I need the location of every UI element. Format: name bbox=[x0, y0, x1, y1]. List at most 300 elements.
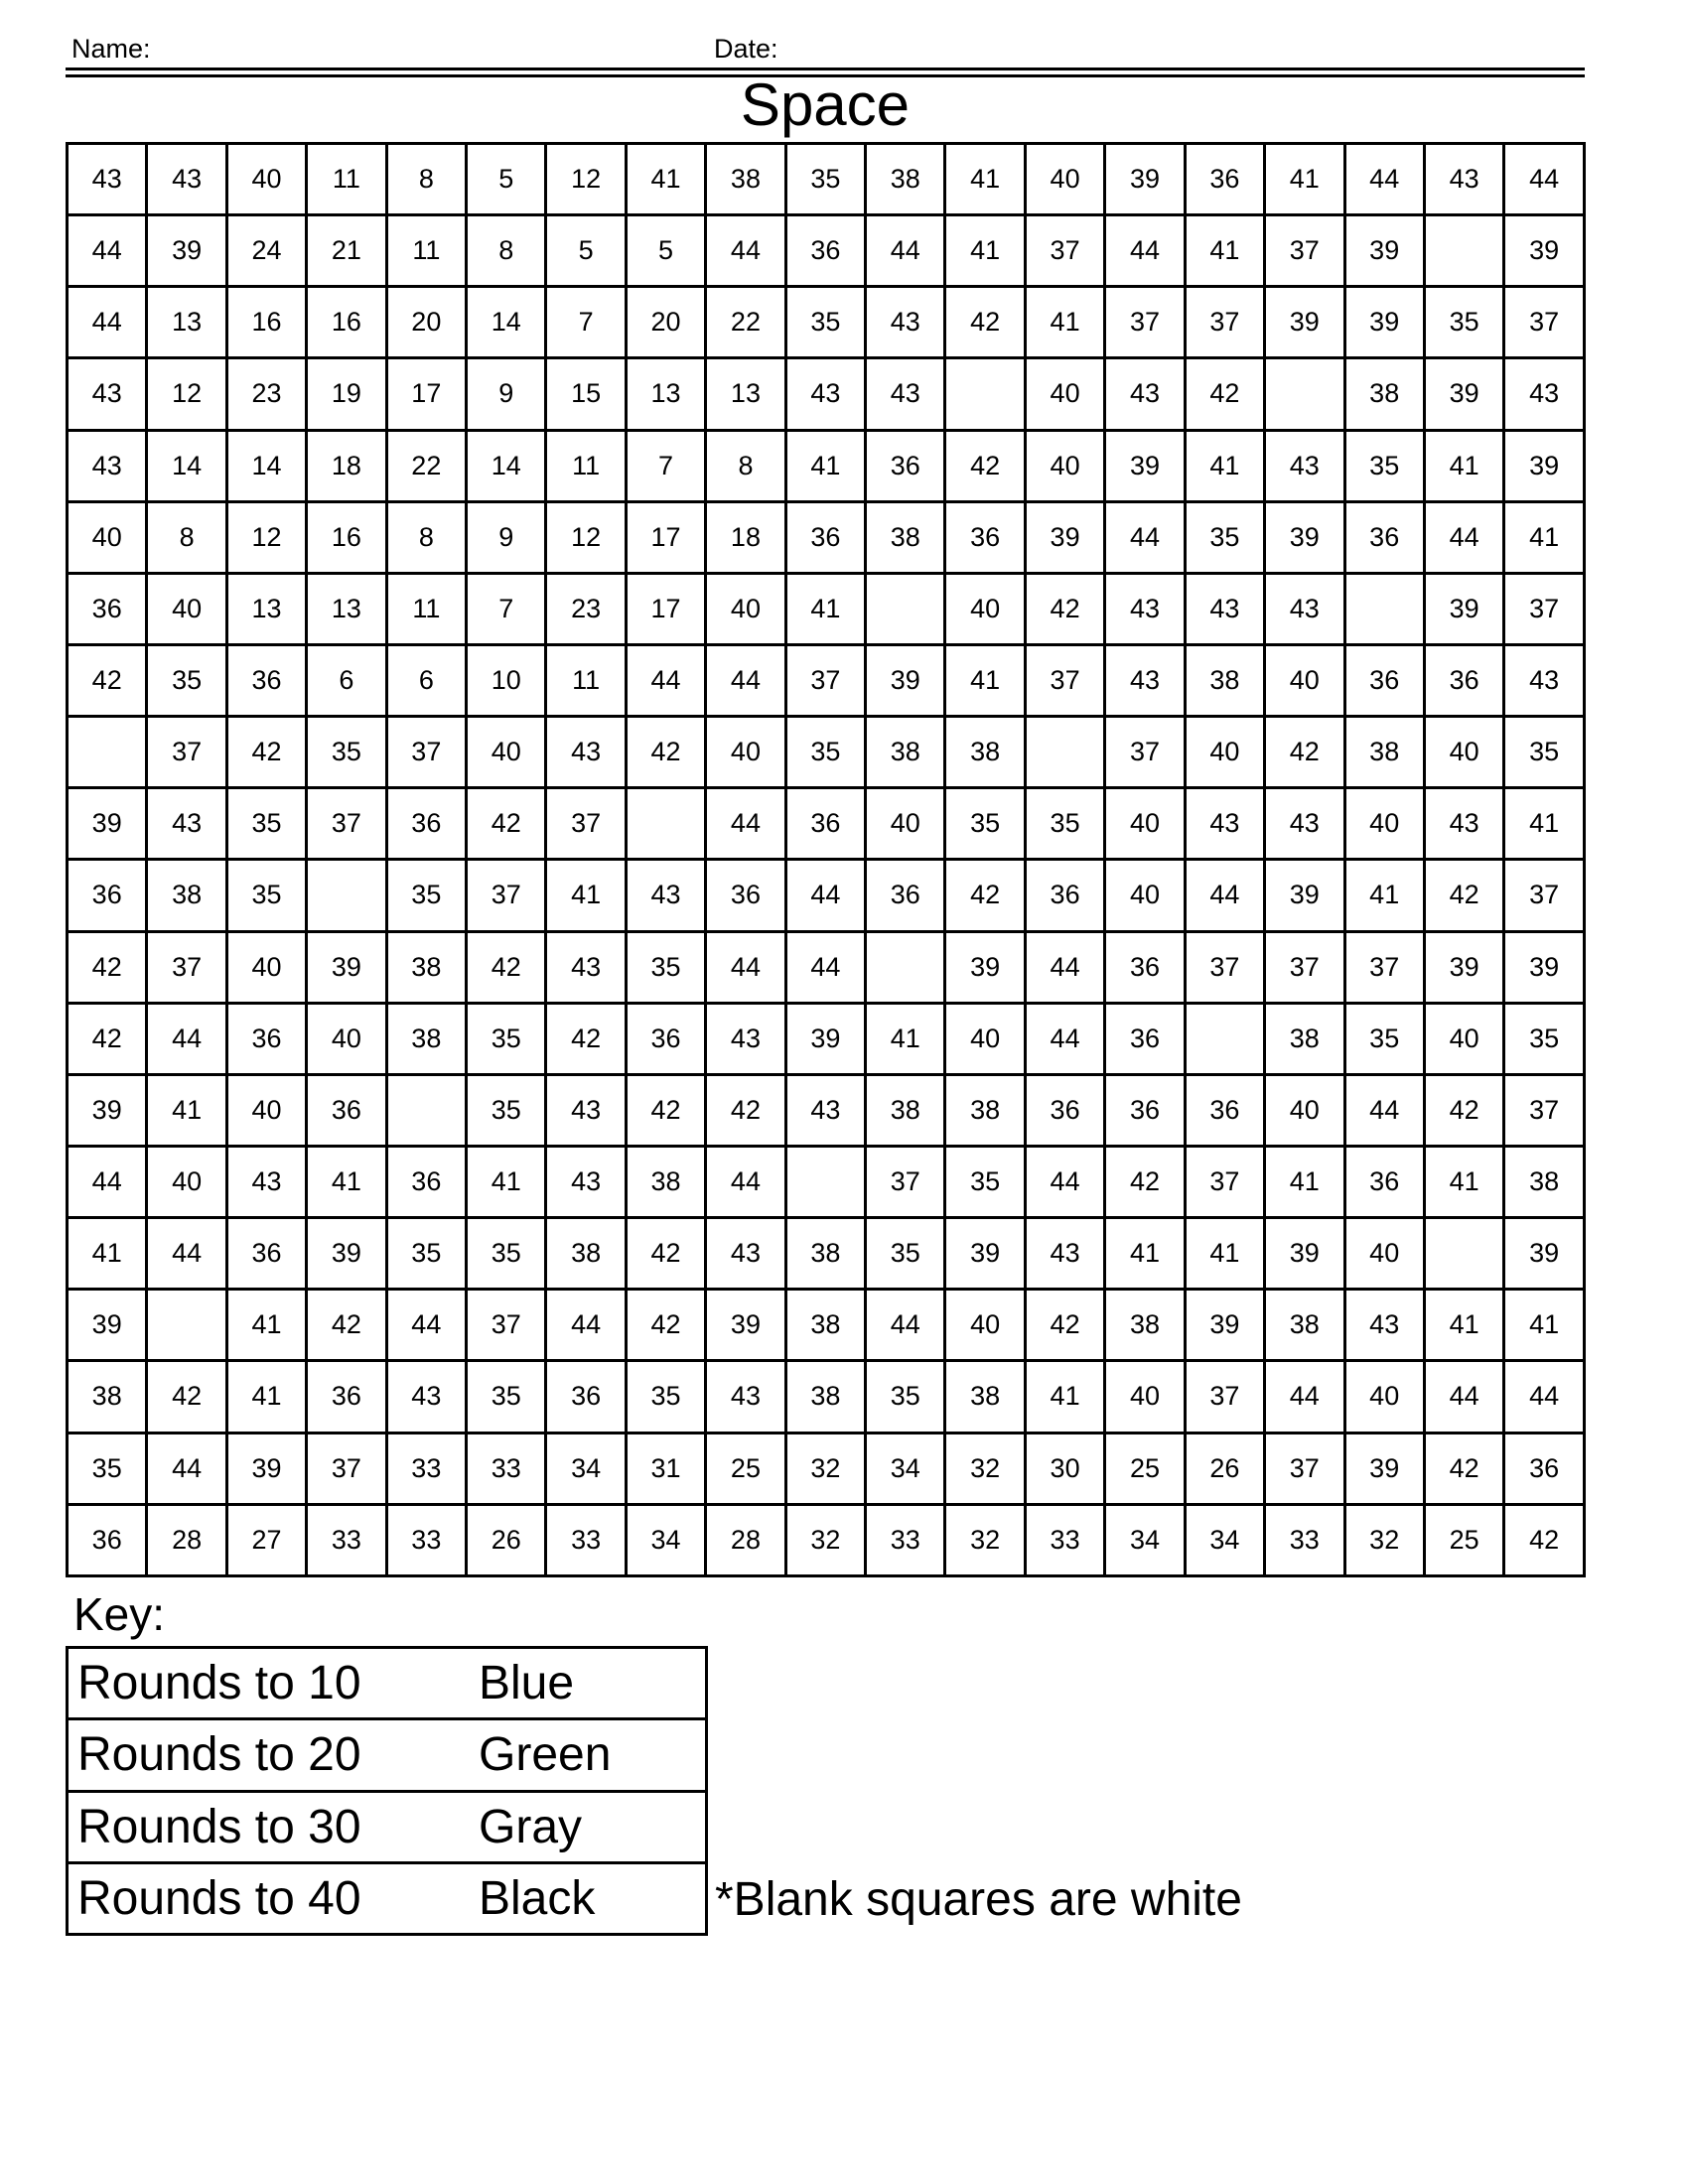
grid-cell: 42 bbox=[226, 717, 306, 788]
grid-row bbox=[68, 573, 1585, 644]
grid-cell: 41 bbox=[226, 1290, 306, 1361]
grid-cell: 17 bbox=[386, 358, 466, 430]
grid-cell: 42 bbox=[147, 1361, 226, 1433]
grid-cell: 44 bbox=[706, 215, 785, 287]
grid-cell: 34 bbox=[546, 1433, 626, 1504]
grid-cell: 36 bbox=[1185, 144, 1264, 215]
grid-cell: 38 bbox=[147, 860, 226, 931]
grid-cell: 39 bbox=[1265, 860, 1344, 931]
grid-cell: 36 bbox=[68, 1504, 147, 1575]
grid-cell: 42 bbox=[68, 644, 147, 716]
grid-cell: 39 bbox=[1344, 215, 1424, 287]
grid-cell: 43 bbox=[866, 287, 945, 358]
grid-cell: 38 bbox=[866, 1074, 945, 1146]
grid-cell: 36 bbox=[1344, 501, 1424, 573]
grid-cell: 40 bbox=[226, 931, 306, 1003]
grid-cell: 35 bbox=[1424, 287, 1503, 358]
grid-cell: 43 bbox=[546, 931, 626, 1003]
grid-cell: 41 bbox=[1344, 860, 1424, 931]
grid-cell bbox=[1424, 215, 1503, 287]
grid-row bbox=[68, 1146, 1585, 1217]
grid-cell: 39 bbox=[1185, 1290, 1264, 1361]
grid-cell: 40 bbox=[1424, 1003, 1503, 1074]
grid-cell: 8 bbox=[386, 144, 466, 215]
grid-cell: 41 bbox=[1185, 215, 1264, 287]
grid-cell: 35 bbox=[386, 1218, 466, 1290]
page-title: Space bbox=[740, 71, 911, 138]
grid-cell: 44 bbox=[386, 1290, 466, 1361]
grid-cell: 36 bbox=[546, 1361, 626, 1433]
grid-cell: 41 bbox=[546, 860, 626, 931]
grid-cell: 14 bbox=[147, 430, 226, 501]
grid-cell: 35 bbox=[1344, 1003, 1424, 1074]
grid-cell: 38 bbox=[1105, 1290, 1185, 1361]
grid-cell: 38 bbox=[386, 1003, 466, 1074]
grid-cell: 16 bbox=[226, 287, 306, 358]
grid-cell: 44 bbox=[1424, 1361, 1503, 1433]
grid-cell: 43 bbox=[1265, 573, 1344, 644]
key-rule: Rounds to 40 bbox=[68, 1862, 471, 1934]
grid-cell: 43 bbox=[68, 144, 147, 215]
grid-cell: 44 bbox=[706, 931, 785, 1003]
key-color: Green bbox=[470, 1719, 707, 1791]
grid-cell: 37 bbox=[1504, 573, 1585, 644]
grid-cell: 39 bbox=[1265, 1218, 1344, 1290]
grid-cell: 40 bbox=[147, 573, 226, 644]
grid-cell: 44 bbox=[68, 1146, 147, 1217]
grid-cell: 40 bbox=[1025, 144, 1104, 215]
grid-cell: 38 bbox=[945, 717, 1025, 788]
grid-cell: 32 bbox=[1344, 1504, 1424, 1575]
grid-row bbox=[68, 717, 1585, 788]
grid-cell: 38 bbox=[1344, 358, 1424, 430]
key-rule: Rounds to 30 bbox=[68, 1791, 471, 1862]
grid-cell: 39 bbox=[1265, 501, 1344, 573]
grid-cell bbox=[945, 358, 1025, 430]
grid-cell: 35 bbox=[785, 144, 865, 215]
grid-cell: 41 bbox=[945, 215, 1025, 287]
grid-cell: 40 bbox=[945, 573, 1025, 644]
key-rule: Rounds to 10 bbox=[68, 1648, 471, 1719]
grid-cell: 44 bbox=[68, 287, 147, 358]
grid-cell: 8 bbox=[386, 501, 466, 573]
grid-cell: 36 bbox=[1504, 1433, 1585, 1504]
grid-cell: 40 bbox=[1105, 788, 1185, 860]
grid-cell: 39 bbox=[1504, 215, 1585, 287]
grid-cell: 43 bbox=[785, 358, 865, 430]
grid-cell: 41 bbox=[1185, 430, 1264, 501]
grid-cell: 43 bbox=[226, 1146, 306, 1217]
grid-cell: 37 bbox=[1185, 287, 1264, 358]
grid-cell: 44 bbox=[1025, 1146, 1104, 1217]
grid-cell bbox=[386, 1074, 466, 1146]
grid-cell: 41 bbox=[1504, 501, 1585, 573]
name-label: Name: bbox=[71, 34, 151, 64]
grid-cell: 44 bbox=[546, 1290, 626, 1361]
grid-cell bbox=[1025, 717, 1104, 788]
grid-cell bbox=[147, 1290, 226, 1361]
grid-cell: 37 bbox=[546, 788, 626, 860]
grid-row bbox=[68, 430, 1585, 501]
grid-cell: 42 bbox=[945, 287, 1025, 358]
grid-row bbox=[68, 1290, 1585, 1361]
key-table bbox=[66, 1646, 708, 1936]
grid-cell: 36 bbox=[386, 1146, 466, 1217]
grid-cell: 43 bbox=[68, 430, 147, 501]
grid-cell: 44 bbox=[706, 788, 785, 860]
grid-row bbox=[68, 1074, 1585, 1146]
grid-cell: 43 bbox=[386, 1361, 466, 1433]
number-grid bbox=[66, 142, 1586, 1577]
grid-cell: 12 bbox=[147, 358, 226, 430]
grid-cell: 35 bbox=[626, 931, 705, 1003]
grid-cell bbox=[1265, 358, 1344, 430]
grid-cell: 36 bbox=[1344, 1146, 1424, 1217]
grid-cell: 41 bbox=[68, 1218, 147, 1290]
grid-cell: 36 bbox=[68, 860, 147, 931]
grid-cell: 42 bbox=[626, 1290, 705, 1361]
grid-cell: 41 bbox=[1504, 788, 1585, 860]
grid-cell: 41 bbox=[1025, 287, 1104, 358]
grid-cell: 23 bbox=[546, 573, 626, 644]
grid-cell: 16 bbox=[307, 501, 386, 573]
grid-cell: 41 bbox=[147, 1074, 226, 1146]
grid-cell: 39 bbox=[147, 215, 226, 287]
grid-cell: 44 bbox=[785, 860, 865, 931]
grid-row bbox=[68, 931, 1585, 1003]
grid-cell: 36 bbox=[1424, 644, 1503, 716]
key-color: Blue bbox=[470, 1648, 707, 1719]
grid-cell: 28 bbox=[706, 1504, 785, 1575]
grid-row bbox=[68, 215, 1585, 287]
grid-cell: 41 bbox=[1424, 430, 1503, 501]
grid-cell: 14 bbox=[467, 287, 546, 358]
grid-cell: 34 bbox=[866, 1433, 945, 1504]
grid-cell: 13 bbox=[226, 573, 306, 644]
grid-cell bbox=[866, 573, 945, 644]
grid-cell: 7 bbox=[546, 287, 626, 358]
grid-cell: 33 bbox=[386, 1433, 466, 1504]
grid-cell: 39 bbox=[1504, 931, 1585, 1003]
grid-cell: 9 bbox=[467, 358, 546, 430]
grid-cell: 43 bbox=[546, 1146, 626, 1217]
grid-cell: 39 bbox=[307, 1218, 386, 1290]
grid-cell: 42 bbox=[307, 1290, 386, 1361]
grid-cell: 13 bbox=[706, 358, 785, 430]
grid-cell: 13 bbox=[307, 573, 386, 644]
grid-cell: 41 bbox=[866, 1003, 945, 1074]
grid-cell: 44 bbox=[706, 1146, 785, 1217]
grid-cell: 42 bbox=[626, 1074, 705, 1146]
grid-cell: 36 bbox=[386, 788, 466, 860]
grid-cell: 41 bbox=[1424, 1290, 1503, 1361]
grid-cell: 43 bbox=[1504, 644, 1585, 716]
grid-cell: 39 bbox=[1504, 430, 1585, 501]
grid-cell: 42 bbox=[467, 788, 546, 860]
grid-cell: 39 bbox=[945, 931, 1025, 1003]
grid-cell: 37 bbox=[1025, 215, 1104, 287]
grid-cell: 40 bbox=[68, 501, 147, 573]
grid-cell: 11 bbox=[386, 573, 466, 644]
grid-cell: 35 bbox=[68, 1433, 147, 1504]
grid-cell: 41 bbox=[1265, 1146, 1344, 1217]
grid-cell: 43 bbox=[1265, 430, 1344, 501]
grid-cell: 40 bbox=[1344, 1361, 1424, 1433]
grid-cell: 35 bbox=[467, 1074, 546, 1146]
grid-row bbox=[68, 358, 1585, 430]
grid-cell: 35 bbox=[866, 1218, 945, 1290]
grid-cell: 33 bbox=[546, 1504, 626, 1575]
grid-cell: 44 bbox=[1344, 1074, 1424, 1146]
grid-cell: 34 bbox=[1185, 1504, 1264, 1575]
grid-cell: 43 bbox=[1105, 358, 1185, 430]
grid-cell: 44 bbox=[1265, 1361, 1344, 1433]
grid-cell: 41 bbox=[1504, 1290, 1585, 1361]
grid-cell: 43 bbox=[1424, 788, 1503, 860]
grid-cell: 42 bbox=[1424, 1074, 1503, 1146]
grid-cell: 44 bbox=[706, 644, 785, 716]
grid-cell: 37 bbox=[307, 1433, 386, 1504]
grid-cell: 42 bbox=[546, 1003, 626, 1074]
grid-cell: 12 bbox=[226, 501, 306, 573]
grid-cell: 36 bbox=[226, 644, 306, 716]
grid-cell: 40 bbox=[467, 717, 546, 788]
grid-cell: 37 bbox=[1265, 931, 1344, 1003]
grid-cell: 39 bbox=[1105, 144, 1185, 215]
grid-cell: 36 bbox=[68, 573, 147, 644]
grid-cell: 36 bbox=[785, 501, 865, 573]
grid-cell: 43 bbox=[1105, 644, 1185, 716]
grid-cell: 35 bbox=[945, 788, 1025, 860]
grid-cell: 36 bbox=[785, 215, 865, 287]
grid-cell: 38 bbox=[706, 144, 785, 215]
grid-cell: 8 bbox=[147, 501, 226, 573]
grid-row bbox=[68, 860, 1585, 931]
grid-row bbox=[68, 1003, 1585, 1074]
grid-row bbox=[68, 788, 1585, 860]
grid-cell: 37 bbox=[1185, 1146, 1264, 1217]
grid-cell: 8 bbox=[467, 215, 546, 287]
grid-cell: 37 bbox=[1504, 287, 1585, 358]
grid-cell bbox=[785, 1146, 865, 1217]
grid-cell: 41 bbox=[307, 1146, 386, 1217]
grid-cell: 32 bbox=[785, 1433, 865, 1504]
key-color: Gray bbox=[470, 1791, 707, 1862]
grid-cell: 35 bbox=[785, 287, 865, 358]
grid-cell: 37 bbox=[1185, 1361, 1264, 1433]
grid-cell: 42 bbox=[1504, 1504, 1585, 1575]
grid-cell: 37 bbox=[1265, 215, 1344, 287]
grid-cell: 44 bbox=[68, 215, 147, 287]
grid-cell: 37 bbox=[1105, 287, 1185, 358]
grid-cell: 33 bbox=[1265, 1504, 1344, 1575]
grid-cell: 14 bbox=[467, 430, 546, 501]
key-row bbox=[68, 1648, 707, 1719]
grid-cell: 39 bbox=[1025, 501, 1104, 573]
grid-cell: 5 bbox=[467, 144, 546, 215]
grid-cell: 38 bbox=[945, 1361, 1025, 1433]
grid-cell: 40 bbox=[1344, 788, 1424, 860]
grid-cell: 30 bbox=[1025, 1433, 1104, 1504]
grid-cell: 36 bbox=[1105, 931, 1185, 1003]
grid-cell: 41 bbox=[226, 1361, 306, 1433]
grid-cell: 37 bbox=[1025, 644, 1104, 716]
grid-cell: 37 bbox=[785, 644, 865, 716]
grid-cell bbox=[1424, 1218, 1503, 1290]
grid-cell: 38 bbox=[626, 1146, 705, 1217]
grid-cell: 41 bbox=[1185, 1218, 1264, 1290]
grid-cell: 40 bbox=[1105, 1361, 1185, 1433]
grid-cell: 43 bbox=[1424, 144, 1503, 215]
grid-cell: 12 bbox=[546, 144, 626, 215]
grid-cell: 23 bbox=[226, 358, 306, 430]
grid-cell: 40 bbox=[226, 1074, 306, 1146]
grid-cell: 38 bbox=[785, 1361, 865, 1433]
grid-cell bbox=[68, 717, 147, 788]
grid-row bbox=[68, 287, 1585, 358]
grid-cell: 24 bbox=[226, 215, 306, 287]
grid-cell: 39 bbox=[706, 1290, 785, 1361]
grid-cell: 37 bbox=[467, 860, 546, 931]
grid-cell: 36 bbox=[1344, 644, 1424, 716]
key-row bbox=[68, 1791, 707, 1862]
grid-cell: 36 bbox=[307, 1361, 386, 1433]
grid-cell: 39 bbox=[1424, 931, 1503, 1003]
grid-row bbox=[68, 1433, 1585, 1504]
grid-cell: 39 bbox=[1105, 430, 1185, 501]
grid-cell: 44 bbox=[626, 644, 705, 716]
grid-cell: 44 bbox=[147, 1218, 226, 1290]
grid-cell: 40 bbox=[1265, 1074, 1344, 1146]
grid-cell: 19 bbox=[307, 358, 386, 430]
grid-cell: 35 bbox=[467, 1218, 546, 1290]
grid-cell: 39 bbox=[68, 1290, 147, 1361]
grid-cell: 39 bbox=[1344, 287, 1424, 358]
date-label: Date: bbox=[714, 34, 778, 64]
grid-cell: 17 bbox=[626, 573, 705, 644]
grid-cell: 44 bbox=[1025, 931, 1104, 1003]
grid-cell: 42 bbox=[626, 1218, 705, 1290]
grid-cell: 28 bbox=[147, 1504, 226, 1575]
grid-cell: 38 bbox=[1265, 1290, 1344, 1361]
grid-cell: 43 bbox=[1185, 573, 1264, 644]
grid-cell: 22 bbox=[706, 287, 785, 358]
grid-cell: 44 bbox=[785, 931, 865, 1003]
grid-cell: 44 bbox=[1105, 215, 1185, 287]
key-label: Key: bbox=[73, 1588, 166, 1640]
grid-cell: 13 bbox=[147, 287, 226, 358]
grid-cell: 7 bbox=[467, 573, 546, 644]
grid-cell: 35 bbox=[226, 788, 306, 860]
grid-cell: 44 bbox=[1504, 1361, 1585, 1433]
grid-cell: 38 bbox=[866, 501, 945, 573]
grid-cell: 13 bbox=[626, 358, 705, 430]
grid-cell: 36 bbox=[945, 501, 1025, 573]
grid-cell: 39 bbox=[68, 788, 147, 860]
grid-cell: 41 bbox=[626, 144, 705, 215]
grid-cell: 41 bbox=[785, 573, 865, 644]
grid-cell: 37 bbox=[147, 931, 226, 1003]
grid-cell: 36 bbox=[866, 860, 945, 931]
grid-cell: 41 bbox=[1265, 144, 1344, 215]
grid-cell: 43 bbox=[1344, 1290, 1424, 1361]
grid-cell: 32 bbox=[945, 1504, 1025, 1575]
grid-cell: 41 bbox=[785, 430, 865, 501]
grid-cell: 39 bbox=[1344, 1433, 1424, 1504]
grid-cell: 34 bbox=[1105, 1504, 1185, 1575]
grid-cell: 18 bbox=[307, 430, 386, 501]
grid-cell: 42 bbox=[706, 1074, 785, 1146]
grid-cell: 34 bbox=[626, 1504, 705, 1575]
grid-cell: 11 bbox=[546, 430, 626, 501]
grid-cell: 38 bbox=[785, 1218, 865, 1290]
grid-cell: 37 bbox=[307, 788, 386, 860]
grid-cell: 27 bbox=[226, 1504, 306, 1575]
grid-cell: 36 bbox=[226, 1003, 306, 1074]
grid-cell: 39 bbox=[866, 644, 945, 716]
grid-cell: 7 bbox=[626, 430, 705, 501]
grid-cell: 44 bbox=[147, 1003, 226, 1074]
grid-cell: 36 bbox=[785, 788, 865, 860]
grid-cell: 44 bbox=[866, 215, 945, 287]
grid-cell: 40 bbox=[1025, 430, 1104, 501]
grid-cell: 15 bbox=[546, 358, 626, 430]
grid-cell: 37 bbox=[1105, 717, 1185, 788]
grid-cell: 41 bbox=[1424, 1146, 1503, 1217]
grid-cell: 5 bbox=[626, 215, 705, 287]
grid-cell: 38 bbox=[866, 717, 945, 788]
grid-cell: 35 bbox=[467, 1003, 546, 1074]
grid-cell: 36 bbox=[226, 1218, 306, 1290]
key-row bbox=[68, 1862, 707, 1934]
key-color: Black bbox=[470, 1862, 707, 1934]
grid-cell: 36 bbox=[866, 430, 945, 501]
grid-cell: 38 bbox=[1344, 717, 1424, 788]
grid-cell: 38 bbox=[945, 1074, 1025, 1146]
grid-cell: 41 bbox=[1105, 1218, 1185, 1290]
blank-squares-note: *Blank squares are white bbox=[715, 1873, 1242, 1926]
grid-cell: 43 bbox=[546, 1074, 626, 1146]
grid-cell: 26 bbox=[467, 1504, 546, 1575]
grid-cell: 43 bbox=[147, 144, 226, 215]
grid-cell bbox=[1185, 1003, 1264, 1074]
grid-cell: 36 bbox=[1025, 1074, 1104, 1146]
grid-cell: 43 bbox=[546, 717, 626, 788]
grid-cell: 39 bbox=[307, 931, 386, 1003]
grid-cell: 25 bbox=[706, 1433, 785, 1504]
grid-cell: 44 bbox=[147, 1433, 226, 1504]
grid-cell: 35 bbox=[945, 1146, 1025, 1217]
grid-cell: 20 bbox=[386, 287, 466, 358]
grid-cell: 43 bbox=[1105, 573, 1185, 644]
grid-cell: 35 bbox=[866, 1361, 945, 1433]
grid-cell: 38 bbox=[1265, 1003, 1344, 1074]
grid-cell: 33 bbox=[467, 1433, 546, 1504]
grid-cell: 32 bbox=[785, 1504, 865, 1575]
grid-cell: 43 bbox=[706, 1361, 785, 1433]
grid-cell: 37 bbox=[1504, 1074, 1585, 1146]
grid-cell: 35 bbox=[785, 717, 865, 788]
grid-cell: 44 bbox=[1344, 144, 1424, 215]
grid-cell: 42 bbox=[1025, 573, 1104, 644]
grid-cell: 21 bbox=[307, 215, 386, 287]
grid-cell: 43 bbox=[1185, 788, 1264, 860]
grid-cell: 42 bbox=[1105, 1146, 1185, 1217]
grid-cell: 35 bbox=[1504, 1003, 1585, 1074]
grid-cell: 42 bbox=[1265, 717, 1344, 788]
grid-cell: 25 bbox=[1424, 1504, 1503, 1575]
grid-cell: 37 bbox=[1185, 931, 1264, 1003]
